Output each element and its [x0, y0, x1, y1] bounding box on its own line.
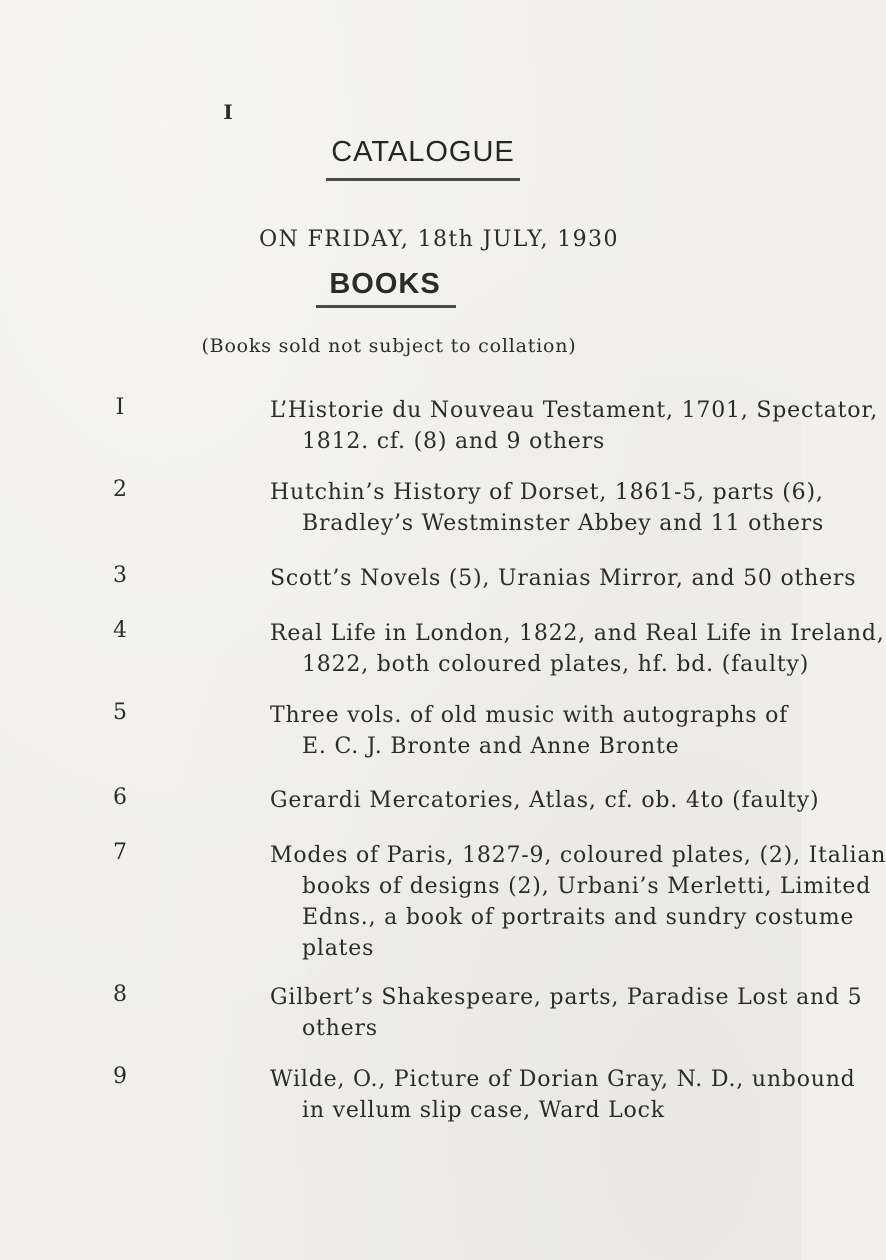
page-number: I	[223, 100, 233, 124]
lot-description-line: L’Historie du Nouveau Testament, 1701, Spectator,	[270, 398, 879, 423]
lot-description-line: Real Life in London, 1822, and Real Life in Ireland,	[270, 621, 885, 646]
lot-description-line: plates	[302, 936, 375, 961]
lot-number: 4	[113, 618, 127, 643]
lot-description-line: Gilbert’s Shakespeare, parts, Paradise Lost and 5	[270, 985, 863, 1010]
lot-number: 9	[113, 1064, 127, 1089]
lot-description	[270, 982, 863, 1044]
lot-description-line: Scott’s Novels (5), Uranias Mirror, and 50 others	[270, 566, 857, 591]
lot-description	[270, 700, 800, 762]
lot-description-line: Wilde, O., Picture of Dorian Gray, N. D., unbound	[270, 1067, 856, 1092]
lot-description-line: Gerardi Mercatories, Atlas, cf. ob. 4to (faulty)	[270, 788, 820, 813]
lot-description-line: Modes of Paris, 1827-9, coloured plates, (2), Italian	[270, 843, 886, 868]
section-title: BOOKS	[329, 268, 441, 300]
lot-description-line: Hutchin’s History of Dorset, 1861-5, parts (6),	[270, 480, 824, 505]
lot-description	[270, 840, 886, 964]
section-underline	[316, 305, 456, 308]
lot-number: 8	[113, 982, 127, 1007]
collation-note: (Books sold not subject to collation)	[201, 335, 577, 357]
lot-description-line: Edns., a book of portraits and sundry costume	[302, 905, 855, 930]
sale-date: ON FRIDAY, 18th JULY, 1930	[259, 227, 619, 252]
lot-number: 6	[113, 785, 127, 810]
lot-description-line: Three vols. of old music with autographs of	[270, 703, 789, 728]
lot-description-line: 1822, both coloured plates, hf. bd. (faulty)	[302, 652, 810, 677]
catalogue-title: CATALOGUE	[331, 136, 515, 168]
lot-description-line: Bradley’s Westminster Abbey and 11 others	[302, 511, 825, 536]
lot-description-line: 1812. cf. (8) and 9 others	[302, 429, 606, 454]
lot-number: 5	[113, 700, 127, 725]
lot-description	[270, 477, 825, 539]
title-underline	[326, 178, 520, 181]
lot-number: 3	[113, 563, 127, 588]
lot-description	[270, 563, 857, 594]
lot-number: 2	[113, 477, 127, 502]
lot-number: I	[115, 395, 125, 420]
lot-description	[270, 1064, 856, 1126]
lot-description	[270, 395, 879, 457]
lot-description-line: in vellum slip case, Ward Lock	[302, 1098, 665, 1123]
lot-description	[270, 785, 820, 816]
lot-description-line: E. C. J. Bronte and Anne Bronte	[302, 734, 680, 759]
lot-description-line: books of designs (2), Urbani’s Merletti, Limited	[302, 874, 872, 899]
lot-description-line: others	[302, 1016, 378, 1041]
lot-number: 7	[113, 840, 127, 865]
lot-description	[270, 618, 885, 680]
